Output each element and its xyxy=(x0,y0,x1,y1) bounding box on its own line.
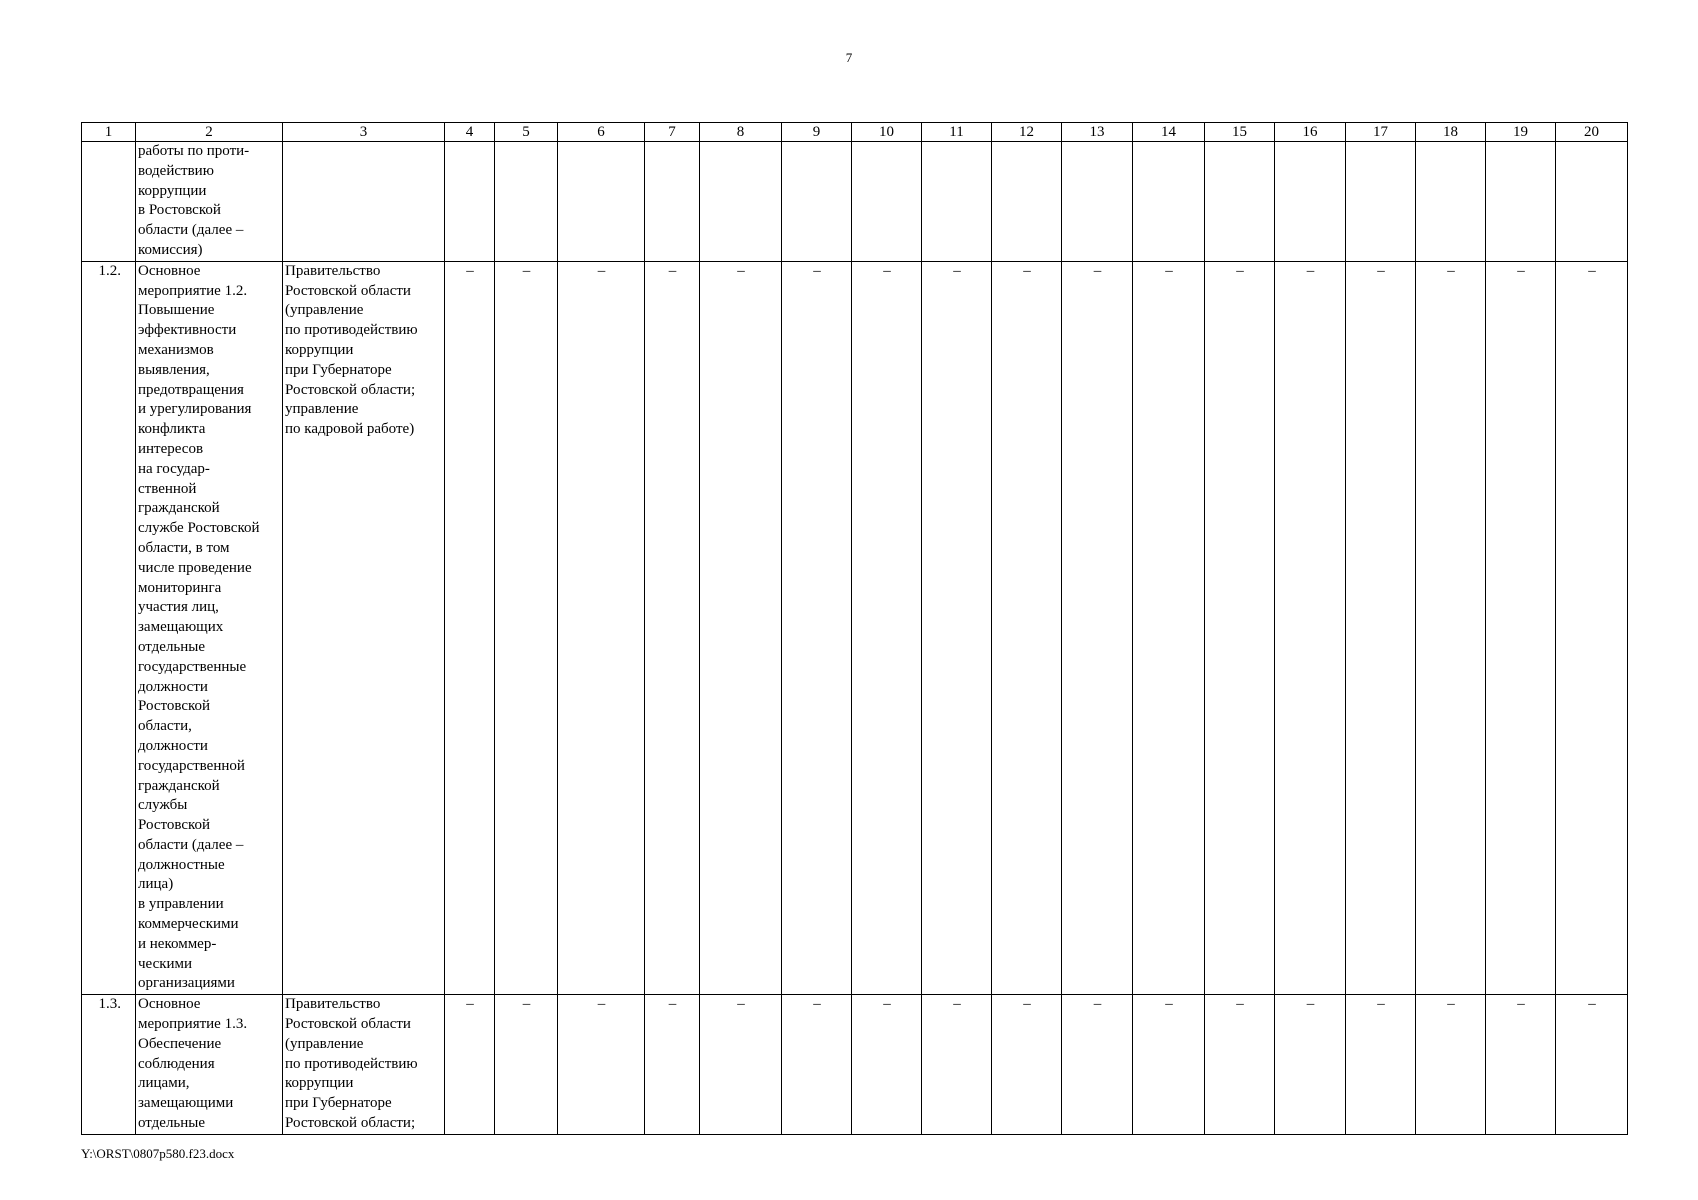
value-cell: – xyxy=(1275,261,1346,994)
measure-name: работы по проти- водействию коррупции в Ростовской области (далее – комиссия) xyxy=(136,142,283,262)
value-cell: – xyxy=(922,995,992,1135)
row-number xyxy=(82,142,136,262)
value-cell: – xyxy=(1486,261,1556,994)
value-cell: – xyxy=(700,995,782,1135)
value-cell: – xyxy=(1346,261,1416,994)
column-number-row xyxy=(82,123,1628,142)
program-table xyxy=(81,122,1628,1135)
value-cell: – xyxy=(1275,995,1346,1135)
value-cell: – xyxy=(495,261,558,994)
measure-name: Основное мероприятие 1.2. Повышение эффективности механизмов выявления, предотвращения и урегулирования конфликта интересов на государ- ственной гражданской службе Ростовской области, в том числе проведение мониторинга участия лиц, замещающих отдельные государственные должности Ростовской области, должности государственной гражданской службы Ростовской области (далее – должностные лица) в управлении коммерческими и некоммер- ческими организациями xyxy=(136,261,283,994)
value-cell: – xyxy=(782,995,852,1135)
value-cell xyxy=(700,142,782,262)
column-number: 12 xyxy=(992,123,1062,142)
table-row xyxy=(82,995,1628,1135)
value-cell: – xyxy=(1346,995,1416,1135)
column-number: 19 xyxy=(1486,123,1556,142)
value-cell: – xyxy=(445,995,495,1135)
table-row xyxy=(82,142,1628,262)
value-cell: – xyxy=(1416,995,1486,1135)
value-cell: – xyxy=(852,995,922,1135)
column-number: 14 xyxy=(1133,123,1205,142)
row-number: 1.2. xyxy=(82,261,136,994)
column-number: 15 xyxy=(1205,123,1275,142)
column-number: 11 xyxy=(922,123,992,142)
value-cell xyxy=(1346,142,1416,262)
column-number: 18 xyxy=(1416,123,1486,142)
value-cell: – xyxy=(1062,261,1133,994)
column-number: 8 xyxy=(700,123,782,142)
column-number: 10 xyxy=(852,123,922,142)
responsible-executor xyxy=(283,142,445,262)
file-path-footer: Y:\ORST\0807p580.f23.docx xyxy=(81,1146,235,1161)
table-row xyxy=(82,261,1628,994)
value-cell: – xyxy=(558,995,645,1135)
column-number: 3 xyxy=(283,123,445,142)
responsible-executor: Правительство Ростовской области (управление по противодействию коррупции при Губернаторе Ростовской области; xyxy=(283,995,445,1135)
column-number: 9 xyxy=(782,123,852,142)
value-cell: – xyxy=(1556,995,1628,1135)
column-number: 4 xyxy=(445,123,495,142)
value-cell: – xyxy=(1205,261,1275,994)
column-number: 6 xyxy=(558,123,645,142)
value-cell xyxy=(1062,142,1133,262)
column-number: 7 xyxy=(645,123,700,142)
value-cell: – xyxy=(700,261,782,994)
value-cell: – xyxy=(645,995,700,1135)
value-cell: – xyxy=(1486,995,1556,1135)
value-cell xyxy=(1275,142,1346,262)
value-cell xyxy=(645,142,700,262)
value-cell: – xyxy=(1205,995,1275,1135)
value-cell: – xyxy=(922,261,992,994)
column-number: 1 xyxy=(82,123,136,142)
value-cell: – xyxy=(1556,261,1628,994)
value-cell xyxy=(1133,142,1205,262)
value-cell: – xyxy=(1416,261,1486,994)
value-cell: – xyxy=(445,261,495,994)
column-number: 16 xyxy=(1275,123,1346,142)
responsible-executor: Правительство Ростовской области (управление по противодействию коррупции при Губернаторе Ростовской области; управление по кадровой работе) xyxy=(283,261,445,994)
column-number: 17 xyxy=(1346,123,1416,142)
value-cell xyxy=(558,142,645,262)
value-cell: – xyxy=(852,261,922,994)
value-cell: – xyxy=(1133,995,1205,1135)
value-cell: – xyxy=(1133,261,1205,994)
column-number: 2 xyxy=(136,123,283,142)
value-cell: – xyxy=(782,261,852,994)
value-cell: – xyxy=(992,995,1062,1135)
value-cell: – xyxy=(645,261,700,994)
measure-name: Основное мероприятие 1.3. Обеспечение соблюдения лицами, замещающими отдельные xyxy=(136,995,283,1135)
value-cell xyxy=(495,142,558,262)
value-cell xyxy=(852,142,922,262)
value-cell xyxy=(922,142,992,262)
value-cell: – xyxy=(992,261,1062,994)
value-cell xyxy=(1486,142,1556,262)
column-number: 5 xyxy=(495,123,558,142)
value-cell xyxy=(1416,142,1486,262)
value-cell xyxy=(992,142,1062,262)
value-cell: – xyxy=(1062,995,1133,1135)
value-cell: – xyxy=(495,995,558,1135)
row-number: 1.3. xyxy=(82,995,136,1135)
column-number: 20 xyxy=(1556,123,1628,142)
column-number: 13 xyxy=(1062,123,1133,142)
value-cell xyxy=(782,142,852,262)
value-cell xyxy=(1205,142,1275,262)
value-cell xyxy=(445,142,495,262)
value-cell: – xyxy=(558,261,645,994)
value-cell xyxy=(1556,142,1628,262)
page-number: 7 xyxy=(845,50,853,65)
